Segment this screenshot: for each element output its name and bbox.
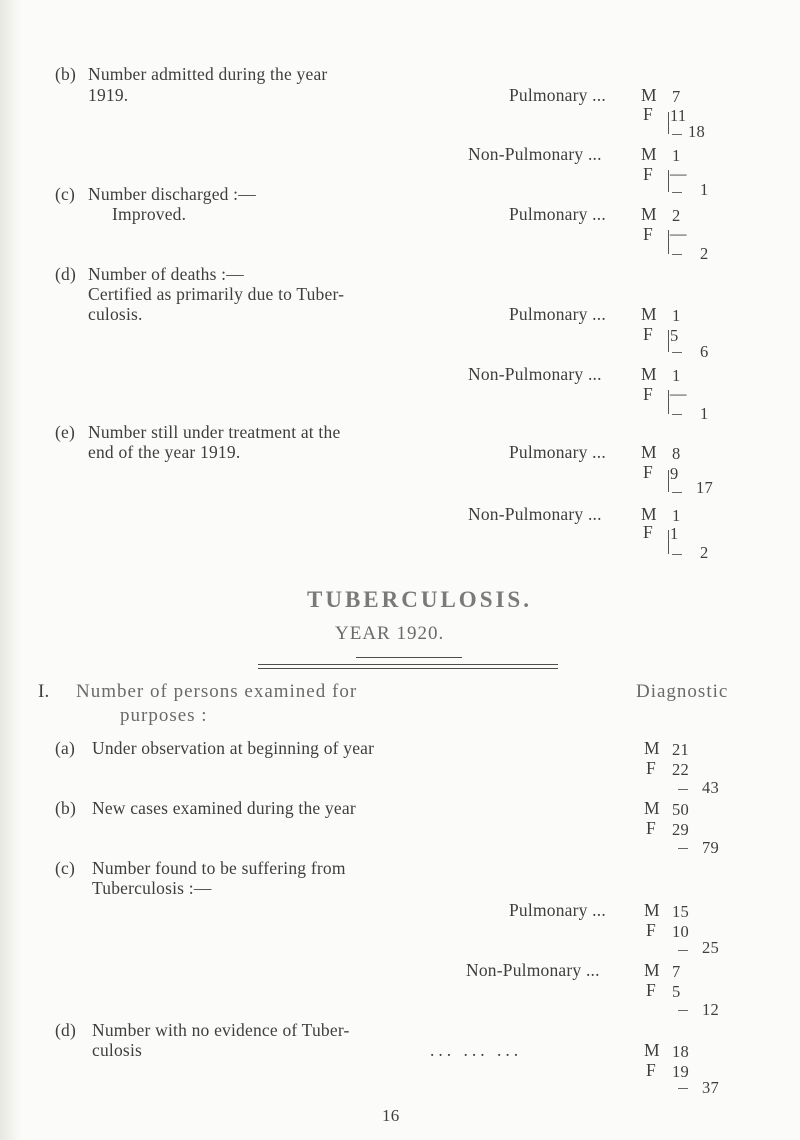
c2-pulmonary-male-count: 15	[672, 902, 689, 921]
e-nonpulmonary-m-letter: M	[641, 504, 657, 524]
d-pulmonary-m-letter: M	[641, 304, 657, 324]
b2-sum-dash	[678, 848, 688, 849]
d-pulmonary-label: Pulmonary ...	[509, 304, 606, 324]
c2-pulmonary-female-count: 10	[672, 922, 689, 941]
b-nonpulmonary-m-letter: M	[641, 144, 657, 164]
item-d-title: Number of deaths :—	[88, 264, 244, 284]
bracket-line	[668, 530, 669, 554]
d2-total: 37	[702, 1078, 719, 1097]
item-d-line2: Certified as primarily due to Tuber-	[88, 284, 345, 304]
c-pulmonary-total: 2	[700, 244, 709, 263]
e-nonpulmonary-total: 2	[700, 543, 709, 562]
a-sum-dash	[678, 789, 688, 790]
item-d2-leader-dots: ... ... ...	[430, 1040, 523, 1060]
d-pulmonary-female-count: 5	[670, 326, 679, 345]
b-pulmonary-label: Pulmonary ...	[509, 85, 606, 105]
e-nonpulmonary-label: Non-Pulmonary ...	[468, 504, 602, 524]
b-nonpulmonary-label: Non-Pulmonary ...	[468, 144, 602, 164]
bracket-line	[668, 470, 669, 492]
b-pulmonary-female-count: 11	[670, 106, 687, 125]
item-c-improved: Improved.	[112, 204, 187, 224]
c2-pulmonary-label: Pulmonary ...	[509, 900, 606, 920]
b-pulmonary-male-count: 7	[672, 87, 681, 106]
a-male-count: 21	[672, 740, 689, 759]
b-nonpulmonary-sum-dash	[672, 192, 682, 193]
section-1-title-line2: purposes :	[120, 705, 208, 726]
c2-nonpulmonary-total: 12	[702, 1000, 719, 1019]
b-nonpulmonary-total: 1	[700, 180, 709, 199]
e-pulmonary-sum-dash	[672, 492, 682, 493]
e-nonpulmonary-male-count: 1	[672, 506, 681, 525]
bracket-line	[668, 330, 669, 352]
a-f-letter: F	[646, 758, 656, 778]
d2-m-letter: M	[644, 1040, 660, 1060]
b2-f-letter: F	[646, 818, 656, 838]
item-c2-title: Number found to be suffering from	[92, 858, 346, 878]
c2-nonpulmonary-sum-dash	[678, 1010, 688, 1011]
c-pulmonary-f-letter: F	[643, 224, 653, 244]
a-total: 43	[702, 778, 719, 797]
item-b-title: Number admitted during the year	[88, 64, 328, 84]
e-pulmonary-female-count: 9	[670, 464, 679, 483]
c2-nonpulmonary-male-count: 7	[672, 962, 681, 981]
e-pulmonary-m-letter: M	[641, 442, 657, 462]
d-nonpulmonary-label: Non-Pulmonary ...	[468, 364, 602, 384]
item-b-year: 1919.	[88, 85, 129, 105]
d-nonpulmonary-female-count: —	[670, 384, 687, 403]
item-d-line3: culosis.	[88, 304, 143, 324]
d-pulmonary-male-count: 1	[672, 306, 681, 325]
c2-nonpulmonary-label: Non-Pulmonary ...	[466, 960, 600, 980]
b2-total: 79	[702, 838, 719, 857]
d-pulmonary-f-letter: F	[643, 324, 653, 344]
heading-rule-double-bottom	[258, 668, 558, 669]
bracket-line	[668, 112, 669, 134]
item-d2-line2: culosis	[92, 1040, 143, 1060]
c2-pulmonary-m-letter: M	[644, 900, 660, 920]
section-year: YEAR 1920.	[335, 623, 445, 644]
item-a-label: Under observation at beginning of year	[92, 738, 375, 758]
b-pulmonary-m-letter: M	[641, 85, 657, 105]
e-nonpulmonary-f-letter: F	[643, 522, 653, 542]
item-c-marker: (c)	[55, 184, 76, 204]
page-number: 16	[382, 1106, 400, 1125]
d-nonpulmonary-f-letter: F	[643, 384, 653, 404]
section-1-title: Number of persons examined for	[76, 681, 358, 702]
d2-male-count: 18	[672, 1042, 689, 1061]
d-pulmonary-total: 6	[700, 342, 709, 361]
item-c2-marker: (c)	[55, 858, 76, 878]
item-e-marker: (e)	[55, 422, 76, 442]
e-pulmonary-f-letter: F	[643, 462, 653, 482]
bracket-line	[668, 170, 669, 192]
heading-rule-double-top	[258, 664, 558, 665]
b-nonpulmonary-female-count: —	[670, 164, 687, 183]
e-nonpulmonary-sum-dash	[672, 554, 682, 555]
b-pulmonary-sum-dash	[672, 134, 682, 135]
section-roman-numeral: I.	[38, 681, 50, 702]
c2-nonpulmonary-female-count: 5	[672, 982, 681, 1001]
d-nonpulmonary-male-count: 1	[672, 366, 681, 385]
item-b2-marker: (b)	[55, 798, 77, 818]
item-e-line2: end of the year 1919.	[88, 442, 241, 462]
c-pulmonary-male-count: 2	[672, 206, 681, 225]
item-d-marker: (d)	[55, 264, 77, 284]
e-pulmonary-total: 17	[696, 478, 713, 497]
a-m-letter: M	[644, 738, 660, 758]
item-b-marker: (b)	[55, 64, 77, 84]
b2-m-letter: M	[644, 798, 660, 818]
item-d2-marker: (d)	[55, 1020, 77, 1040]
section-heading: TUBERCULOSIS.	[307, 587, 532, 612]
b-nonpulmonary-male-count: 1	[672, 146, 681, 165]
section-1-title-end: Diagnostic	[636, 681, 729, 702]
d-nonpulmonary-m-letter: M	[641, 364, 657, 384]
page-binding-edge	[0, 0, 22, 1140]
b2-female-count: 29	[672, 820, 689, 839]
c-pulmonary-sum-dash	[672, 254, 682, 255]
c2-nonpulmonary-f-letter: F	[646, 980, 656, 1000]
c-pulmonary-female-count: —	[670, 224, 687, 243]
e-pulmonary-male-count: 8	[672, 444, 681, 463]
e-pulmonary-label: Pulmonary ...	[509, 442, 606, 462]
c2-nonpulmonary-m-letter: M	[644, 960, 660, 980]
d-pulmonary-sum-dash	[672, 352, 682, 353]
b-nonpulmonary-f-letter: F	[643, 164, 653, 184]
a-female-count: 22	[672, 760, 689, 779]
c2-pulmonary-f-letter: F	[646, 920, 656, 940]
item-a-marker: (a)	[55, 738, 76, 758]
d-nonpulmonary-total: 1	[700, 404, 709, 423]
e-nonpulmonary-female-count: 1	[670, 524, 679, 543]
d-nonpulmonary-sum-dash	[672, 414, 682, 415]
item-d2-title: Number with no evidence of Tuber-	[92, 1020, 350, 1040]
item-e-title: Number still under treatment at the	[88, 422, 341, 442]
item-b2-label: New cases examined during the year	[92, 798, 356, 818]
bracket-line	[668, 390, 669, 414]
b2-male-count: 50	[672, 800, 689, 819]
heading-rule	[356, 657, 462, 658]
item-c2-line2: Tuberculosis :—	[92, 878, 212, 898]
c-pulmonary-m-letter: M	[641, 204, 657, 224]
c-pulmonary-label: Pulmonary ...	[509, 204, 606, 224]
item-c-title: Number discharged :—	[88, 184, 256, 204]
d2-f-letter: F	[646, 1060, 656, 1080]
b-pulmonary-f-letter: F	[643, 104, 653, 124]
b-pulmonary-total: 18	[688, 122, 705, 141]
c2-pulmonary-total: 25	[702, 938, 719, 957]
c2-pulmonary-sum-dash	[678, 950, 688, 951]
bracket-line	[668, 230, 669, 254]
d2-female-count: 19	[672, 1062, 689, 1081]
d2-sum-dash	[678, 1088, 688, 1089]
